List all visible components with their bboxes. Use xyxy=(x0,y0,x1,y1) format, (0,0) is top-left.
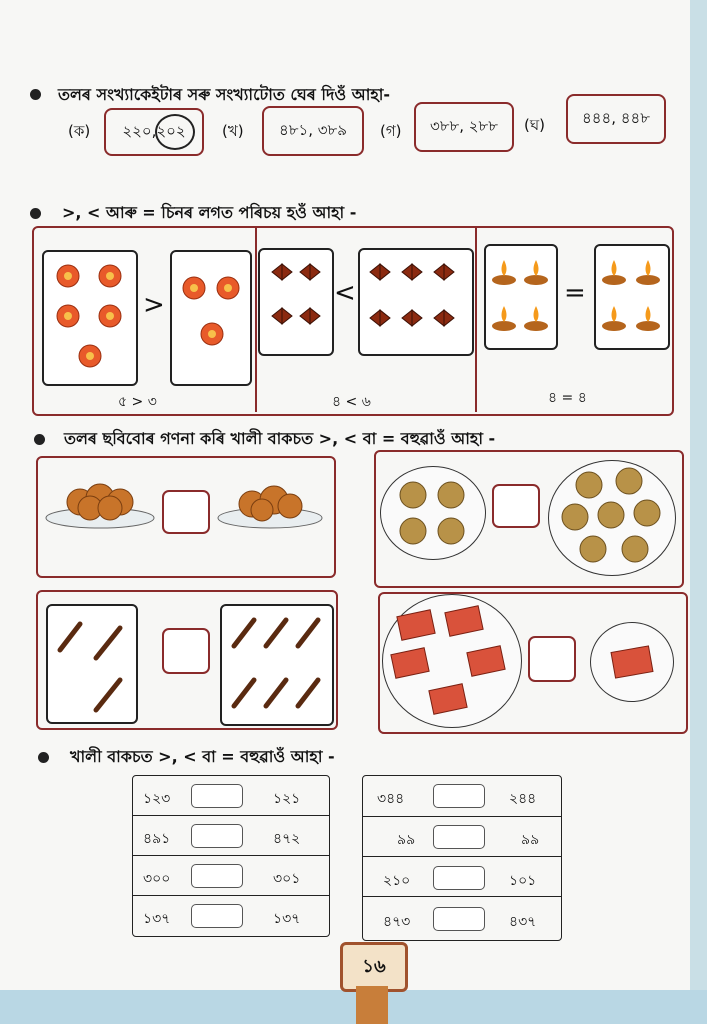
answer-box[interactable] xyxy=(433,825,485,849)
table-cell: ৪৩৭ xyxy=(509,914,537,930)
number-pair-value: ৪৪৪, ৪৪৮ xyxy=(582,108,650,127)
book-icon xyxy=(591,623,673,701)
bottom-background xyxy=(0,990,707,1024)
number-pair-box xyxy=(566,94,666,144)
left-comparison-table xyxy=(132,775,330,937)
number-pair-value: ৪৮১, ৩৮৯ xyxy=(279,120,347,139)
item-label-ka: (ক) xyxy=(68,122,91,140)
pen-group-frame xyxy=(46,604,138,724)
pen-group-frame xyxy=(220,604,334,726)
answer-box[interactable] xyxy=(162,628,210,674)
lamp-group-frame xyxy=(594,244,670,350)
answer-box[interactable] xyxy=(191,824,243,848)
table-divider xyxy=(133,815,329,816)
book-plate-large xyxy=(382,594,522,728)
section2-title: >, < আৰু = চিনৰ লগত পৰিচয় হওঁ আহা - xyxy=(62,203,357,222)
butterfly-icon xyxy=(260,250,332,354)
flower-icon xyxy=(172,252,250,384)
biscuit-plate-small xyxy=(380,466,486,560)
table-cell: ১২১ xyxy=(273,791,301,807)
bullet-icon xyxy=(38,752,49,763)
answer-box[interactable] xyxy=(191,904,243,928)
table-divider xyxy=(133,855,329,856)
item-label-ga: (গ) xyxy=(380,122,402,140)
table-cell: ৩০০ xyxy=(143,871,171,887)
answer-box[interactable] xyxy=(433,784,485,808)
flower-group-frame xyxy=(170,250,252,386)
table-cell: ১২৩ xyxy=(143,791,171,807)
biscuit-icon xyxy=(381,467,485,559)
table-cell: ২৪৪ xyxy=(509,791,537,807)
answer-box[interactable] xyxy=(528,636,576,682)
answer-box[interactable] xyxy=(433,907,485,931)
table-cell: ৪৯১ xyxy=(143,831,171,847)
section4-title: খালী বাকচত >, < বা = বহুৱাওঁ আহা - xyxy=(70,747,335,766)
page-number-post xyxy=(356,986,388,1024)
right-comparison-table xyxy=(362,775,562,941)
divider xyxy=(475,228,477,412)
answer-box[interactable] xyxy=(191,784,243,808)
table-divider xyxy=(363,816,561,817)
bullet-icon xyxy=(34,434,45,445)
answer-box[interactable] xyxy=(433,866,485,890)
number-pair-box xyxy=(262,106,364,156)
equals-symbol: = xyxy=(564,278,586,308)
answer-box[interactable] xyxy=(492,484,540,528)
number-pair-box xyxy=(414,102,514,152)
butterfly-group-frame xyxy=(358,248,474,356)
answer-box[interactable] xyxy=(191,864,243,888)
table-divider xyxy=(363,856,561,857)
caption: ৪ = ৪ xyxy=(548,390,587,406)
biscuit-icon xyxy=(549,461,675,575)
flower-icon xyxy=(44,252,136,384)
table-cell: ৯৯ xyxy=(397,832,416,848)
pen-icon xyxy=(48,606,136,722)
lamp-group-frame xyxy=(484,244,558,350)
section1-title: তলৰ সংখ্যাকেইটাৰ সৰু সংখ্যাটোত ঘেৰ দিওঁ আহা- xyxy=(58,85,391,104)
oil-lamp-icon xyxy=(596,246,668,348)
item-label-gha: (ঘ) xyxy=(524,116,545,134)
flower-group-frame xyxy=(42,250,138,386)
section3-title: তলৰ ছবিবোৰ গণনা কৰি খালী বাকচত >, < বা = বহুৱাওঁ আহা - xyxy=(64,429,496,448)
answer-box[interactable] xyxy=(162,490,210,534)
oil-lamp-icon xyxy=(486,246,556,348)
butterfly-group-frame xyxy=(258,248,334,356)
butterfly-icon xyxy=(360,250,472,354)
caption: ৪ < ৬ xyxy=(332,394,371,410)
answer-circle xyxy=(155,114,195,150)
table-cell: ১৩৭ xyxy=(143,911,171,927)
number-pair-value: ৩৮৮, ২৮৮ xyxy=(430,116,498,135)
page-number: ১৬ xyxy=(340,942,408,992)
biscuit-plate-large xyxy=(548,460,676,576)
table-cell: ১০১ xyxy=(509,873,537,889)
less-than-symbol: < xyxy=(334,278,356,308)
table-divider xyxy=(133,895,329,896)
item-label-kha: (খ) xyxy=(222,122,244,140)
table-cell: ৪৭২ xyxy=(273,831,301,847)
book-plate-small xyxy=(590,622,674,702)
bullet-icon xyxy=(30,208,41,219)
bullet-icon xyxy=(30,89,41,100)
greater-than-symbol: > xyxy=(143,290,165,320)
book-icon xyxy=(383,595,521,727)
table-cell: ৯৯ xyxy=(521,832,540,848)
table-cell: ২১০ xyxy=(383,873,411,889)
table-cell: ১৩৭ xyxy=(273,911,301,927)
table-cell: ৪৭৩ xyxy=(383,914,411,930)
table-cell: ৩০১ xyxy=(273,871,301,887)
pen-icon xyxy=(222,606,332,724)
number-pair-value: ২২০,২০২ xyxy=(122,121,186,140)
table-cell: ৩৪৪ xyxy=(377,791,405,807)
caption: ৫ > ৩ xyxy=(118,394,157,410)
divider xyxy=(255,228,257,412)
table-divider xyxy=(363,896,561,897)
